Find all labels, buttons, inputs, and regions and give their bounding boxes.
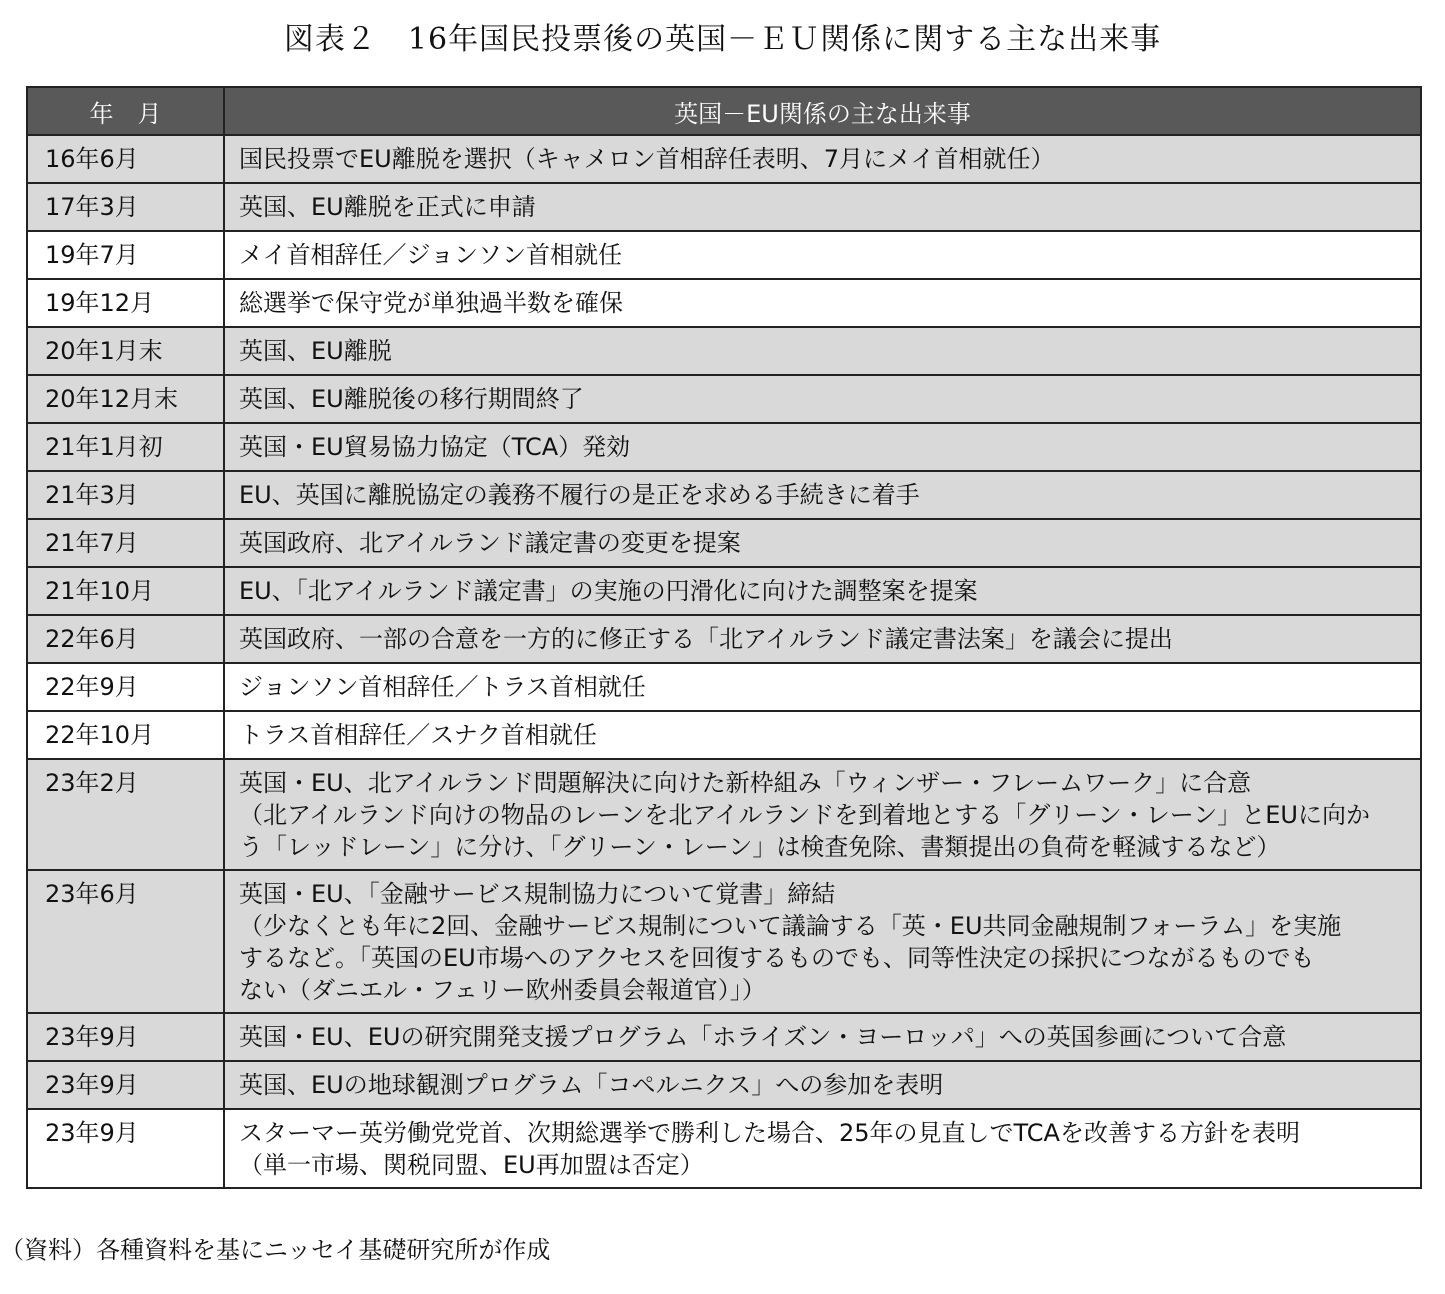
row-event	[224, 567, 1421, 615]
event-text-line: 総選挙で保守党が単独過半数を確保	[239, 289, 623, 317]
row-event	[224, 423, 1421, 471]
row-date: 23年2月	[27, 759, 224, 870]
row-event	[224, 375, 1421, 423]
event-text-line: 英国政府、一部の合意を一方的に修正する「北アイルランド議定書法案」を議会に提出	[239, 625, 1173, 653]
event-text-line: （少なくとも年に2回、金融サービス規制について議論する「英・EU共同金融規制フォーラム」を実施	[239, 912, 1342, 940]
event-text-line: 英国・EU、EUの研究開発支援プログラム「ホライズン・ヨーロッパ」への英国参画について合意	[239, 1023, 1287, 1051]
row-date: 22年9月	[27, 663, 224, 711]
table-header-row	[27, 87, 1421, 135]
header-date: 年 月	[27, 87, 224, 135]
row-date: 22年6月	[27, 615, 224, 663]
row-event	[224, 519, 1421, 567]
events-table	[26, 86, 1422, 1189]
row-event	[224, 1013, 1421, 1061]
row-date: 19年7月	[27, 231, 224, 279]
event-text-line: （単一市場、関税同盟、EU再加盟は否定）	[239, 1151, 704, 1179]
row-date: 21年1月初	[27, 423, 224, 471]
table-row	[27, 759, 1421, 870]
event-text-line: 英国・EU、北アイルランド問題解決に向けた新枠組み「ウィンザー・フレームワーク」に合意	[239, 769, 1252, 797]
row-date: 20年1月末	[27, 327, 224, 375]
event-text-line: 英国、EU離脱を正式に申請	[239, 193, 536, 221]
row-date: 23年9月	[27, 1013, 224, 1061]
event-text-line: 国民投票でEU離脱を選択（キャメロン首相辞任表明、7月にメイ首相就任）	[239, 145, 1055, 173]
table-row	[27, 135, 1421, 183]
table-row	[27, 711, 1421, 759]
row-event	[224, 279, 1421, 327]
event-text-line: トラス首相辞任／スナク首相就任	[239, 721, 597, 749]
event-text-line: ない（ダニエル・フェリー欧州委員会報道官）」）	[239, 976, 766, 1004]
table-row	[27, 279, 1421, 327]
row-date: 23年9月	[27, 1061, 224, 1109]
event-text-line: 英国、EU離脱	[239, 337, 392, 365]
row-date: 21年10月	[27, 567, 224, 615]
row-date: 17年3月	[27, 183, 224, 231]
table-row	[27, 375, 1421, 423]
table-row	[27, 327, 1421, 375]
row-date: 23年9月	[27, 1109, 224, 1188]
event-text-line: 英国・EU、「金融サービス規制協力について覚書」締結	[239, 880, 836, 908]
event-text-line: スターマー英労働党党首、次期総選挙で勝利した場合、25年の見直しでTCAを改善する方針を表明	[239, 1119, 1300, 1147]
row-date: 21年3月	[27, 471, 224, 519]
event-text-line: EU、「北アイルランド議定書」の実施の円滑化に向けた調整案を提案	[239, 577, 978, 605]
event-text-line: メイ首相辞任／ジョンソン首相就任	[239, 241, 623, 269]
row-event	[224, 615, 1421, 663]
row-date: 19年12月	[27, 279, 224, 327]
row-date: 22年10月	[27, 711, 224, 759]
source-note: （資料）各種資料を基にニッセイ基礎研究所が作成	[0, 1236, 551, 1264]
table-body	[27, 135, 1421, 1188]
row-event	[224, 1109, 1421, 1188]
row-event	[224, 711, 1421, 759]
table-row	[27, 1109, 1421, 1188]
row-event	[224, 135, 1421, 183]
table-row	[27, 663, 1421, 711]
event-text-line: するなど。「英国のEU市場へのアクセスを回復するものでも、同等性決定の採択につながるものでも	[239, 944, 1315, 972]
row-date: 23年6月	[27, 870, 224, 1013]
event-text-line: （北アイルランド向けの物品のレーンを北アイルランドを到着地とする「グリーン・レーン」とEUに向か	[239, 801, 1370, 829]
table-row	[27, 471, 1421, 519]
table-row	[27, 567, 1421, 615]
row-event	[224, 870, 1421, 1013]
row-event	[224, 663, 1421, 711]
table-row	[27, 231, 1421, 279]
event-text-line: 英国政府、北アイルランド議定書の変更を提案	[239, 529, 741, 557]
table-row	[27, 1061, 1421, 1109]
table-row	[27, 183, 1421, 231]
table-row	[27, 870, 1421, 1013]
figure-title: 図表２ 16年国民投票後の英国－ＥＵ関係に関する主な出来事	[283, 22, 1162, 57]
row-event	[224, 1061, 1421, 1109]
event-text-line: 英国・EU貿易協力協定（TCA）発効	[239, 433, 631, 461]
event-text-line: EU、英国に離脱協定の義務不履行の是正を求める手続きに着手	[239, 481, 920, 509]
row-event	[224, 471, 1421, 519]
table-row	[27, 615, 1421, 663]
row-event	[224, 759, 1421, 870]
event-text-line: う「レッドレーン」に分け、「グリーン・レーン」は検査免除、書類提出の負荷を軽減するなど）	[239, 833, 1281, 861]
event-text-line: ジョンソン首相辞任／トラス首相就任	[239, 673, 646, 701]
row-date: 16年6月	[27, 135, 224, 183]
row-event	[224, 183, 1421, 231]
row-date: 20年12月末	[27, 375, 224, 423]
header-events: 英国－EU関係の主な出来事	[224, 87, 1421, 135]
event-text-line: 英国、EU離脱後の移行期間終了	[239, 385, 584, 413]
row-event	[224, 327, 1421, 375]
event-text-line: 英国、EUの地球観測プログラム「コペルニクス」への参加を表明	[239, 1071, 944, 1099]
row-event	[224, 231, 1421, 279]
table-row	[27, 423, 1421, 471]
table-row	[27, 519, 1421, 567]
row-date: 21年7月	[27, 519, 224, 567]
table-row	[27, 1013, 1421, 1061]
